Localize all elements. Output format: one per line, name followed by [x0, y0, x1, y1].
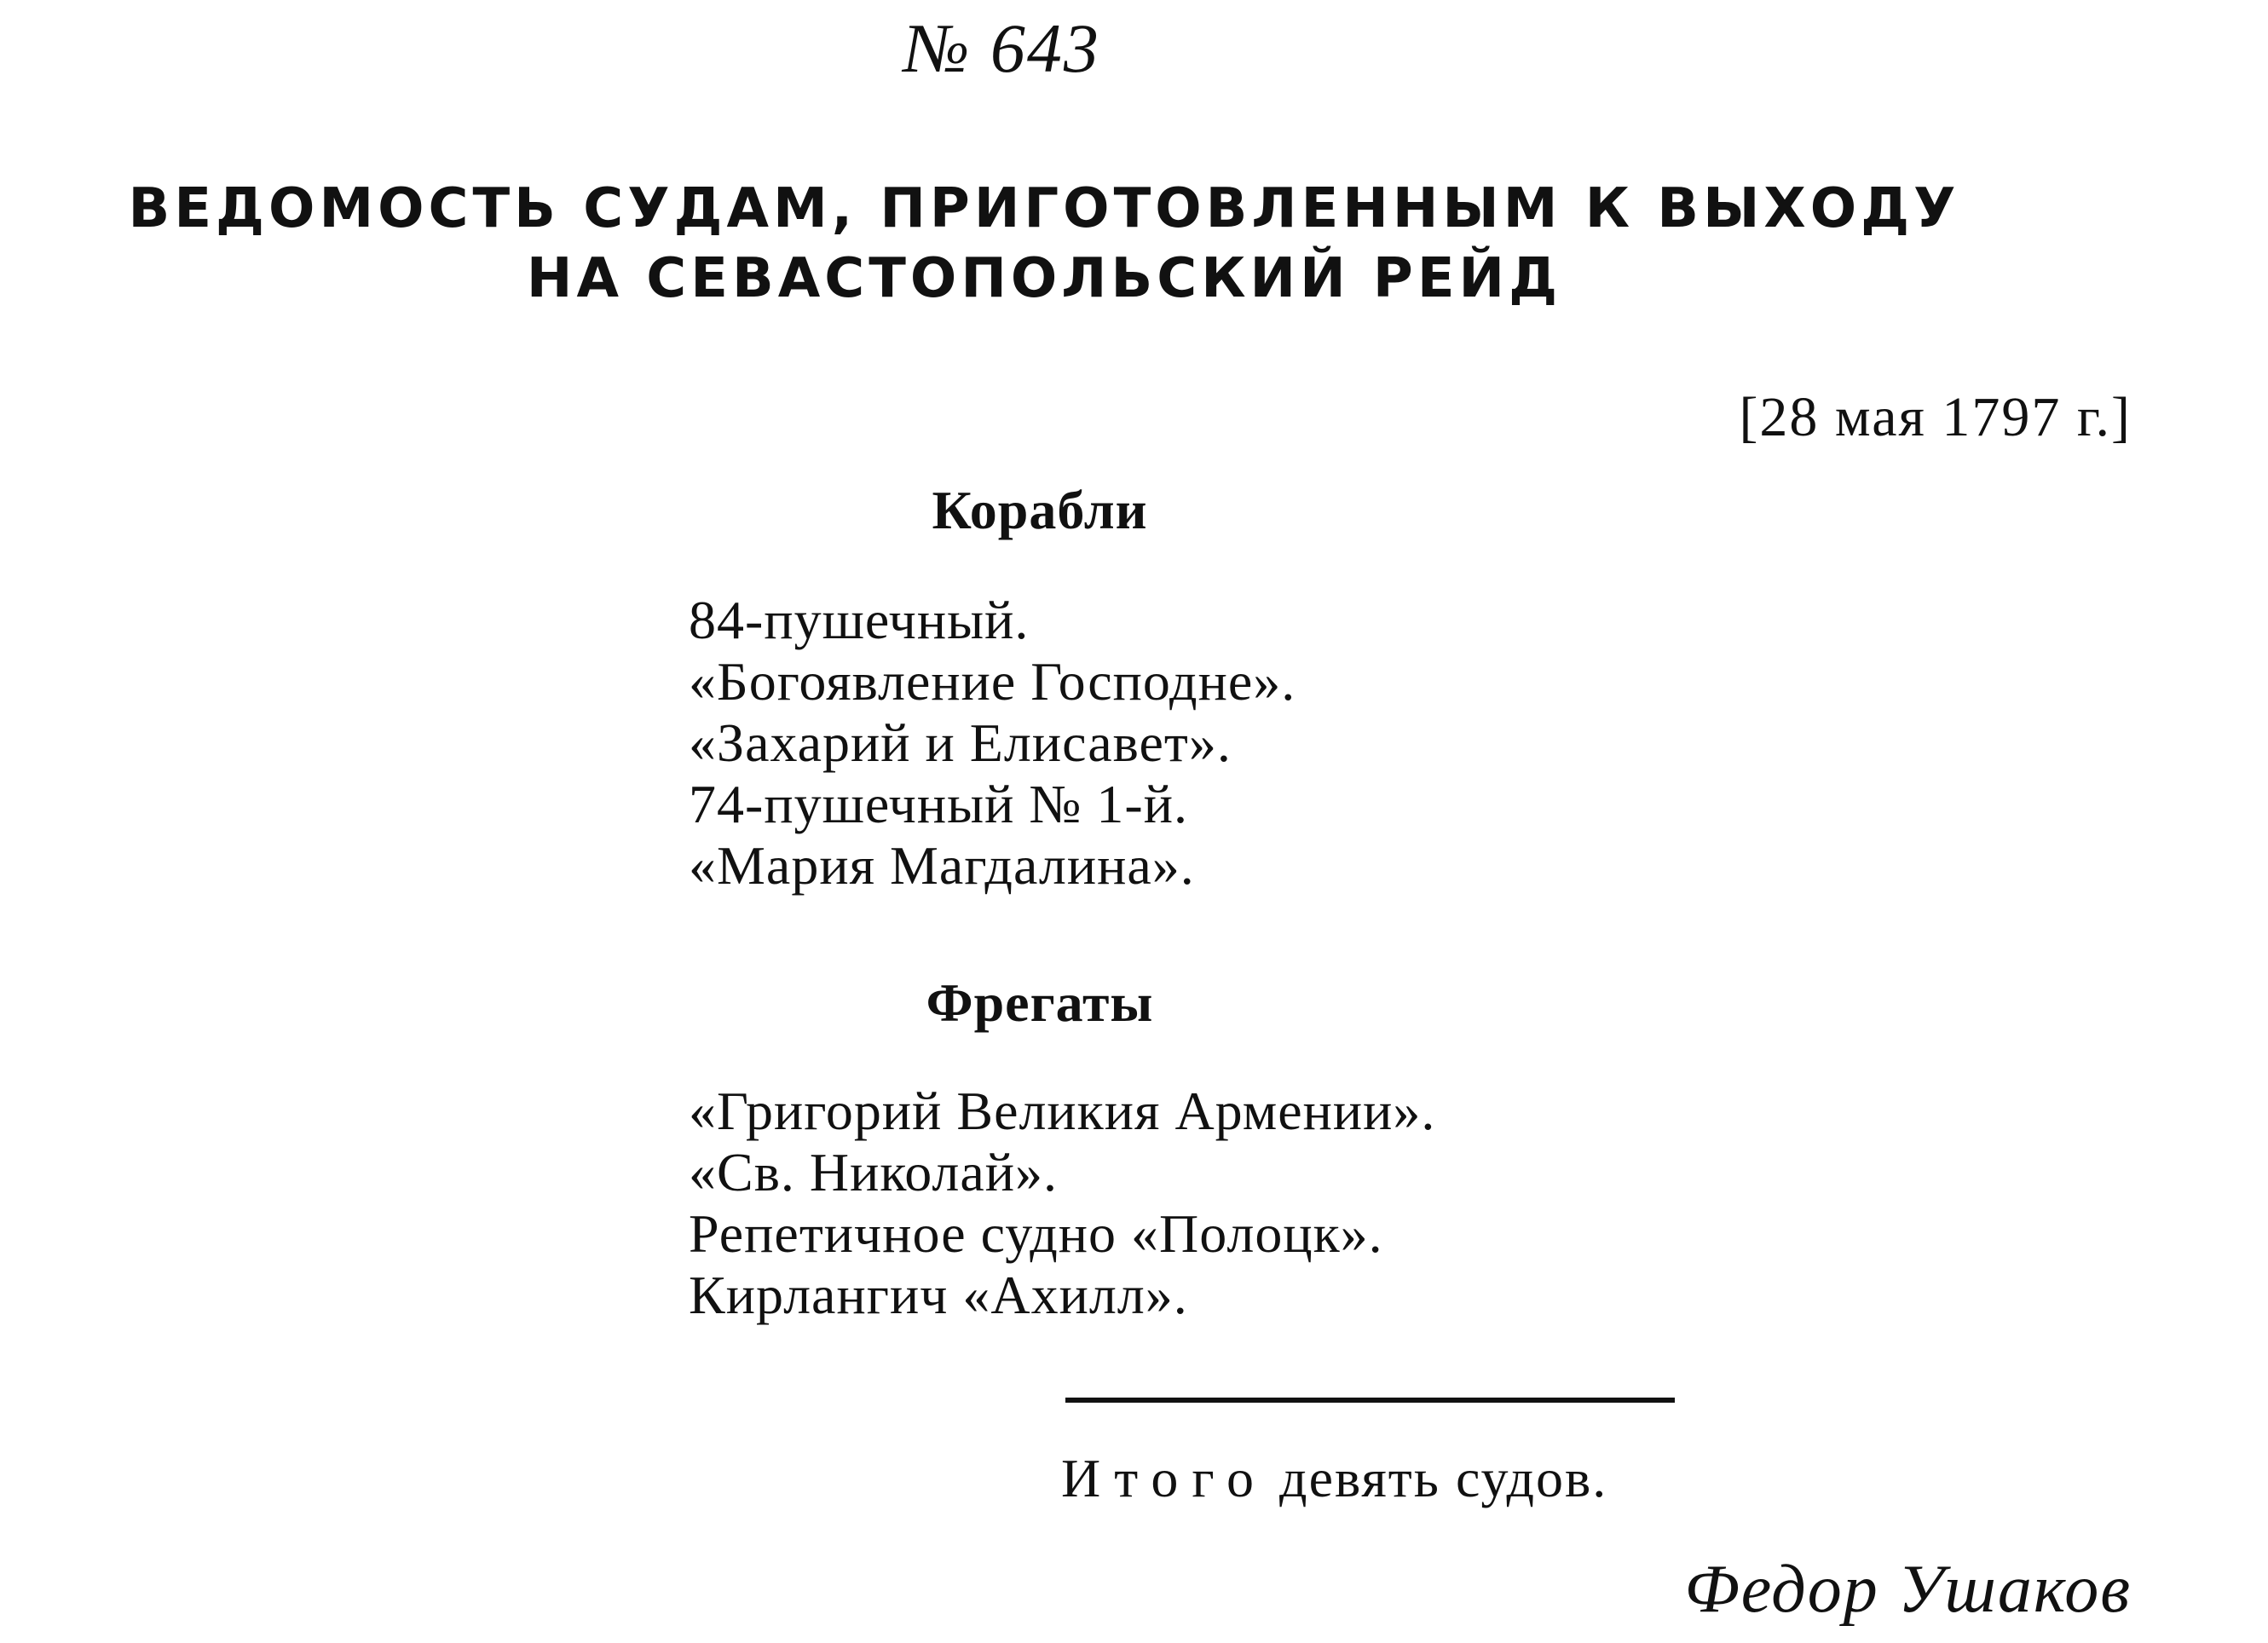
list-item: «Мария Магдалина».: [689, 835, 1195, 896]
total-value: девять судов.: [1279, 1448, 1608, 1508]
total-label: Итого: [1061, 1448, 1267, 1508]
document-number: № 643: [903, 9, 1100, 87]
document-date: [28 мая 1797 г.]: [1739, 386, 2132, 448]
document-title-line-1: ВЕДОМОСТЬ СУДАМ, ПРИГОТОВЛЕННЫМ К ВЫХОДУ: [128, 177, 1960, 240]
list-item: «Богоявление Господне».: [689, 651, 1296, 712]
list-item: 84-пушечный.: [689, 590, 1030, 650]
frigates-list: [689, 1081, 1435, 1326]
list-item: Репетичное судно «Полоцк».: [689, 1203, 1383, 1264]
frigates-heading: Фрегаты: [926, 972, 1154, 1033]
list-item: «Григорий Великия Армении».: [689, 1081, 1436, 1141]
total-divider: [1065, 1398, 1675, 1403]
document-title-line-2: НА СЕВАСТОПОЛЬСКИЙ РЕЙД: [526, 247, 1562, 310]
list-item: 74-пушечный № 1-й.: [689, 774, 1188, 834]
ships-heading: Корабли: [932, 480, 1148, 540]
total-line: [1061, 1447, 1607, 1510]
list-item: «Захарий и Елисавет».: [689, 712, 1232, 773]
signature: Федор Ушаков: [1684, 1552, 2132, 1627]
ships-list: [689, 590, 1296, 896]
list-item: «Св. Николай».: [689, 1142, 1058, 1202]
list-item: Кирлангич «Ахилл».: [689, 1265, 1188, 1325]
